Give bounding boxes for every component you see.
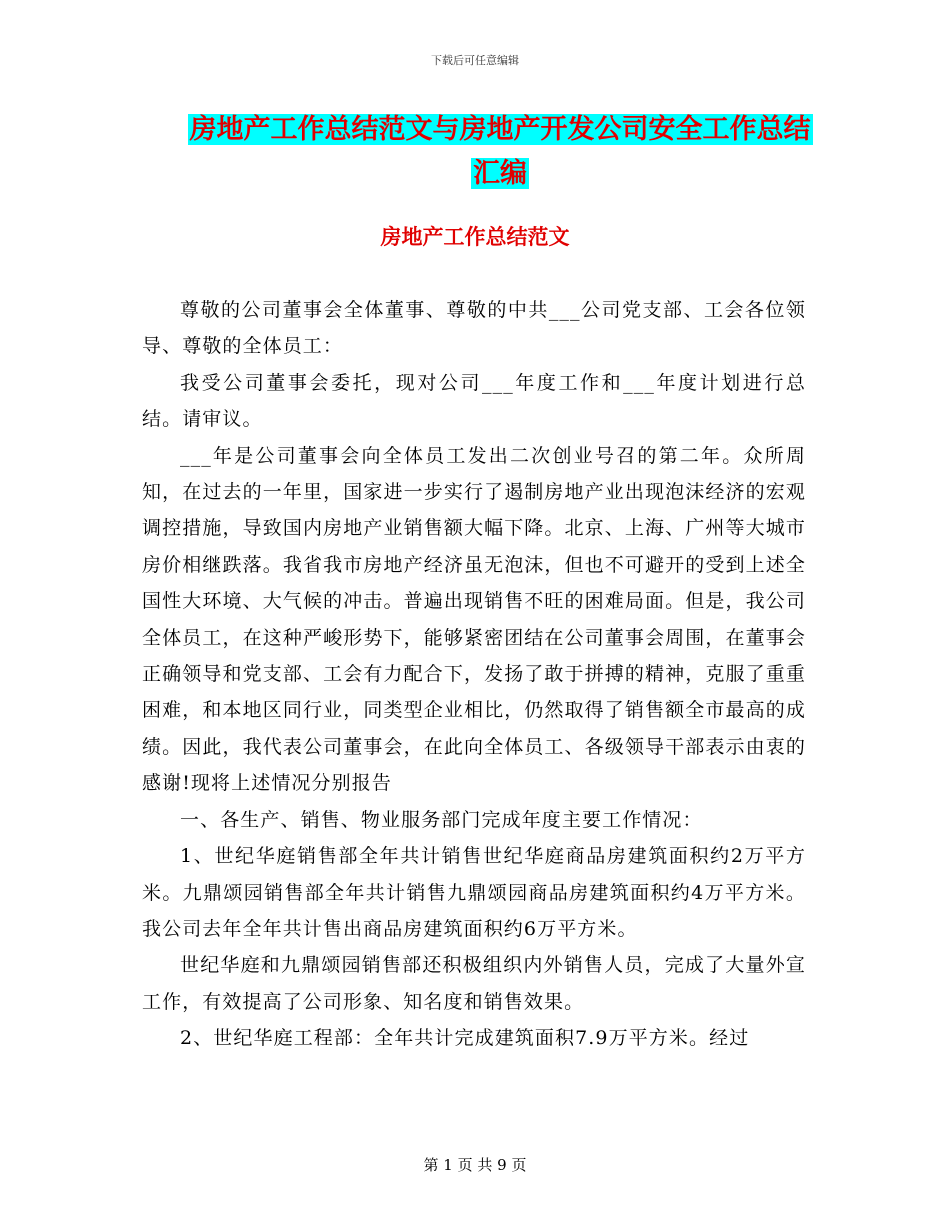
document-body	[142, 292, 806, 1057]
paragraph-item-1: 1、世纪华庭销售部全年共计销售世纪华庭商品房建筑面积约2万平方米。九鼎颂园销售部全年共计销售九鼎颂园商品房建筑面积约4万平方米。我公司去年全年共计售出商品房建筑面积约6万平方米。	[142, 845, 806, 940]
page-footer: 第 1 页 共 9 页	[423, 1156, 527, 1174]
section-title: 房地产工作总结范文	[380, 225, 570, 249]
title-line-1: 房地产工作总结范文与房地产开发公司安全工作总结	[189, 114, 811, 145]
title-line-2: 汇编	[473, 158, 527, 189]
paragraph-heading-1: 一、各生产、销售、物业服务部门完成年度主要工作情况：	[180, 808, 703, 831]
paragraph-item-2: 2、世纪华庭工程部：全年共计完成建筑面积7.9万平方米。经过	[180, 1027, 750, 1050]
paragraph-sales-promo: 世纪华庭和九鼎颂园销售部还积极组织内外销售人员，完成了大量外宣工作，有效提高了公司形象、知名度和销售效果。	[142, 954, 806, 1013]
paragraph-intro: 我受公司董事会委托，现对公司___年度工作和___年度计划进行总结。请审议。	[142, 371, 806, 431]
header-note: 下载后可任意编辑	[431, 54, 519, 67]
document-title	[180, 108, 820, 196]
paragraph-salutation: 尊敬的公司董事会全体董事、尊敬的中共___公司党支部、工会各位领导、尊敬的全体员工：	[142, 299, 806, 358]
paragraph-overview: ___年是公司董事会向全体员工发出二次创业号召的第二年。众所周知，在过去的一年里，国家进一步实行了遏制房地产业出现泡沫经济的宏观调控措施，导致国内房地产业销售额大幅下降。北京、上海、广州等大城市房价相继跌落。我省我市房地产经济虽无泡沫，但也不可避开的受到上述全国性大环境、大气候的冲击。普遍出现销售不旺的困难局面。但是，我公司全体员工，在这种严峻形势下，能够紧密团结在公司董事会周围，在董事会正确领导和党支部、工会有力配合下，发扬了敢于拼搏的精神，克服了重重困难，和本地区同行业，同类型企业相比，仍然取得了销售额全市最高的成绩。因此，我代表公司董事会，在此向全体员工、各级领导干部表示由衷的感谢!现将上述情况分别报告	[142, 444, 806, 795]
